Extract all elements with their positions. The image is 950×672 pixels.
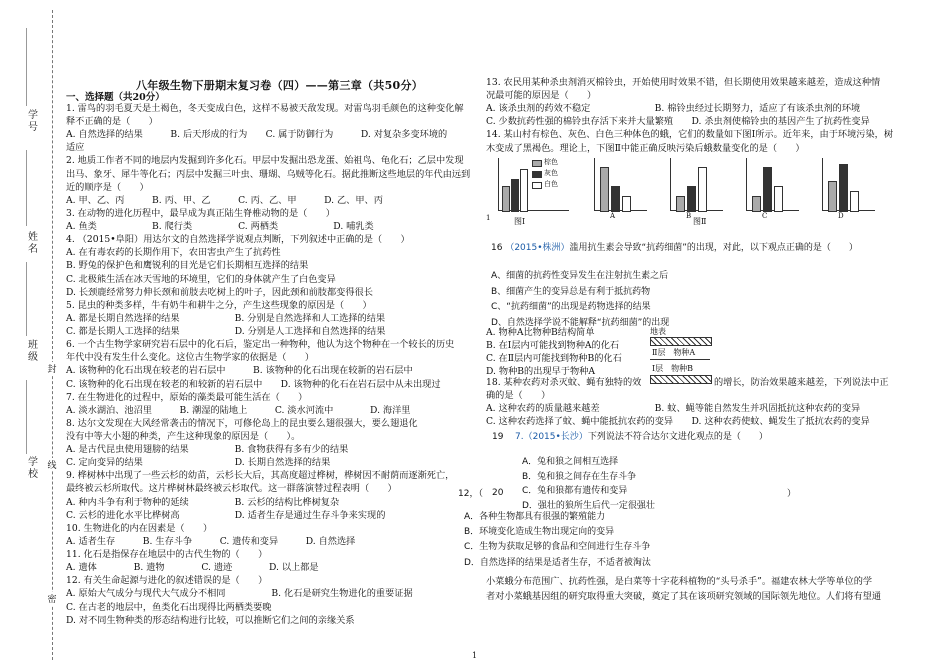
question-line: A. 在有毒农药的长期作用下，农田害虫产生了抗药性 bbox=[66, 247, 281, 259]
q18-tail: 的增长，防治效果越来越差，下列说法中正 bbox=[714, 377, 889, 388]
q17-option: B. 在Ⅰ层内可能找到物种A的化石 bbox=[486, 340, 620, 351]
q16-option: A、细菌的抗药性变异发生在注射抗生素之后 bbox=[491, 271, 669, 281]
q19-text: 下列说法不符合达尔文进化观点的是（ ） bbox=[587, 432, 768, 442]
question-line: A. 种内斗争有利于物种的延续 B. 云杉的结构比桦树复杂 bbox=[66, 496, 340, 508]
legend-label: 白色 bbox=[544, 180, 558, 188]
fig2-option-letter: D bbox=[838, 212, 844, 220]
fig2-bar bbox=[839, 164, 848, 212]
question-line: 12. 有关生命起源与进化的叙述错误的是（ ） bbox=[66, 575, 268, 587]
q16-stem bbox=[491, 240, 858, 253]
fig2-bar bbox=[752, 196, 761, 212]
question-line: 3. 在动物的进化历程中，最早成为真正陆生脊椎动物的是（ ） bbox=[66, 207, 335, 219]
question-line: 出马、象牙、犀牛等化石；丙层中发掘三叶虫、珊瑚、乌贼等化石。据此推断这些地层的年代由远到 bbox=[66, 168, 471, 180]
q19-option: D．强壮的狼所生后代一定很强壮 bbox=[522, 500, 655, 511]
question-line: 年代中没有发生什么变化。这位古生物学家的依据是（ ） bbox=[66, 352, 315, 364]
question-line: 没有中等大小翅的种类，产生这种现象的原因是（ ）。 bbox=[66, 431, 301, 442]
question-line: B. 野兔的保护色和鹰锐利的目光是它们长期相互选择的结果 bbox=[66, 260, 309, 272]
margin-label-class: 班级 bbox=[28, 340, 38, 363]
question-line: 适应 bbox=[66, 142, 85, 154]
q14-figure bbox=[486, 152, 886, 232]
legend-label: 棕色 bbox=[544, 158, 558, 166]
margin-underline-name bbox=[26, 150, 27, 226]
strata-divider bbox=[650, 359, 710, 360]
fig2-bar bbox=[698, 167, 707, 212]
question-line: 13. 农民用某种杀虫剂消灭棉铃虫，开始使用时效果不错，但长期使用效果越来越差，造成这种情 bbox=[486, 77, 881, 88]
question-line: C. 少数抗药性强的棉铃虫存活下来并大量繁殖 D. 杀虫剂使棉铃虫的基因产生了抗药性变异 bbox=[486, 116, 870, 128]
exam-title: 八年级生物下册期末复习卷（四）——第三章（共50分） bbox=[136, 79, 424, 92]
q20-option: C．生物为获取足够的食品和空间进行生存斗争 bbox=[464, 542, 651, 553]
question-line: C. 云杉的进化水平比桦树高 D. 适者生存是通过生存斗争来实现的 bbox=[66, 509, 386, 521]
q19-stem bbox=[515, 429, 768, 442]
question-line: A. 原始大气成分与现代大气成分不相同 B. 化石是研究生物进化的重要证据 bbox=[66, 588, 413, 600]
question-line: A. 遗体 B. 遗物 C. 遗迹 D. 以上都是 bbox=[66, 562, 319, 574]
q16-option: D、自然选择学说不能解释“抗药细菌”的出现 bbox=[491, 317, 670, 328]
question-line: C. 该物种的化石出现在较老的和较新的岩石层中 D. 该物种的化石在岩石层中从未出现过 bbox=[66, 378, 441, 390]
question-line: 8. 达尔文发现在大风经常袭击的情况下，可修伦岛上的昆虫要么翅很强大，要么翅退化 bbox=[66, 417, 418, 429]
margin-underline-id bbox=[26, 28, 27, 106]
question-line: A. 自然选择的结果 B. 后天形成的行为 C. 属于防御行为 D. 对复杂多变环境的 bbox=[66, 129, 448, 141]
binding-dashed-line bbox=[52, 10, 53, 660]
question-line: A. 鱼类 B. 爬行类 C. 两栖类 D. 哺乳类 bbox=[66, 221, 374, 233]
q18-line: 18. 某种农药对杀灭蚊、蝇有独特的效 bbox=[486, 377, 642, 388]
question-line: A. 该杀虫剂的药效不稳定 B. 棉铃虫经过长期努力，适应了有该杀虫剂的环境 bbox=[486, 103, 861, 115]
margin-label-name: 姓名 bbox=[28, 232, 38, 255]
fig1-bar bbox=[520, 169, 528, 212]
margin-underline-school bbox=[26, 380, 27, 454]
q17-option: A. 物种A比物种B结构简单 bbox=[486, 327, 595, 338]
question-line: 近的顺序是（ ） bbox=[66, 181, 149, 193]
fig2-bar bbox=[763, 167, 772, 212]
question-line: 2. 地质工作者不同的地层内发掘到许多化石。甲层中发掘出恐龙蛋、始祖鸟、龟化石；乙层中发现 bbox=[66, 155, 464, 167]
passage-line: 小菜蛾分布范围广、抗药性强，是白菜等十字花科植物的“头号杀手”。福建农林大学等单位的学 bbox=[486, 576, 873, 587]
question-line: 1. 雷鸟的羽毛夏天是土褐色，冬天变成白色，这样不易被天敌发现。对雷鸟羽毛颜色的这种变化解 bbox=[66, 103, 464, 114]
fig2-bar bbox=[850, 191, 859, 212]
question-line: C. 都是长期人工选择的结果 D. 分别是人工选择和自然选择的结果 bbox=[66, 326, 386, 338]
margin-mark-secret: 密 bbox=[46, 592, 58, 605]
question-line: A. 该物种的化石出现在较老的岩石层中 B. 该物种的化石出现在较新的岩石层中 bbox=[66, 365, 413, 377]
q20-option: B．环境变化造成生物出现定向的变异 bbox=[464, 527, 615, 538]
q16-option: B、细菌产生的变异总是有利于抵抗药物 bbox=[491, 286, 651, 297]
q19-option: B．兔和狼之间存在生存斗争 bbox=[522, 471, 637, 482]
question-line: 4. （2015•阜阳）用达尔文的自然选择学说观点判断，下列叙述中正确的是（ ） bbox=[66, 234, 410, 246]
legend-swatch bbox=[532, 160, 542, 167]
strata-surface-hatch bbox=[650, 337, 712, 346]
fig2-option-letter: C bbox=[762, 212, 768, 220]
q17-option: D. 物种B的出现早于物种A bbox=[486, 366, 595, 377]
fig2-bar bbox=[622, 196, 631, 212]
q18-line: A. 这种农药的质量越来越差 B. 蚊、蝇等能自然发生并巩固抵抗这种农药的变异 bbox=[486, 403, 861, 415]
question-line: A. 都是长期自然选择的结果 B. 分别是自然选择和人工选择的结果 bbox=[66, 312, 386, 324]
fig2-bar bbox=[828, 181, 837, 212]
q16-option: C、“抗药细菌”的出现是药物选择的结果 bbox=[491, 302, 651, 312]
question-line: A. 甲、乙、丙 B. 丙、甲、乙 C. 丙、乙、甲 D. 乙、甲、丙 bbox=[66, 194, 383, 206]
question-line: D. 长颈鹿经常努力伸长颈和前肢去吃树上的叶子，因此颈和前肢都变得很长 bbox=[66, 286, 373, 298]
question-line: A. 淡水湖泊、池沼里 B. 潮湿的陆地上 C. 淡水河流中 D. 海洋里 bbox=[66, 404, 411, 416]
q16-source: （2015•株洲） bbox=[505, 243, 570, 253]
q14-caption-fig2: 图Ⅱ bbox=[693, 217, 707, 226]
question-line: A. 是古代昆虫使用翅膀的结果 B. 食物获得有多有少的结果 bbox=[66, 444, 349, 456]
question-line: 释不正确的是（ ） bbox=[66, 116, 158, 128]
margin-label-school: 学校 bbox=[28, 457, 38, 480]
q17-option: C. 在Ⅱ层内可能找到物种B的化石 bbox=[486, 353, 622, 364]
fig2-bar bbox=[600, 167, 609, 212]
fig1-bar bbox=[502, 186, 510, 212]
question-line: 最终被云杉所取代。这片桦树林最终被云杉取代。这一群落演替过程表明（ ） bbox=[66, 483, 397, 495]
q19-number: 19 bbox=[492, 432, 504, 442]
question-line: 10. 生物进化的内在因素是（ ） bbox=[66, 522, 213, 534]
fig2-bar bbox=[687, 186, 696, 212]
strata-layer-1: Ⅰ层 物种B bbox=[652, 364, 694, 373]
question-line: C. 定向变异的结果 D. 长期自然选择的结果 bbox=[66, 457, 331, 469]
q16-text: 滥用抗生素会导致“抗药细菌”的出现，对此，以下观点正确的是（ ） bbox=[569, 243, 858, 253]
question-line: D. 对不同生物种类的形态结构进行比较，可以推断它们之间的亲缘关系 bbox=[66, 614, 355, 626]
q20-option: A．各种生物都具有很强的繁殖能力 bbox=[464, 512, 606, 522]
q14-caption-fig1: 图Ⅰ bbox=[514, 217, 526, 226]
fig2-bar bbox=[676, 196, 685, 212]
legend-swatch bbox=[532, 171, 542, 178]
section-heading: 一、选择题（共20分） bbox=[66, 92, 165, 103]
page-number: 1 bbox=[472, 651, 478, 660]
q18-line: C. 这种农药选择了蚊、蝇中能抵抗农药的变异 D. 这种农药使蚊、蝇发生了抵抗农药的变异 bbox=[486, 416, 870, 428]
question-line: C. 在古老的地层中，鱼类化石出现得比两栖类要晚 bbox=[66, 601, 272, 613]
question-line: 7. 在生物进化的过程中，原始的藻类最可能生活在（ ） bbox=[66, 391, 308, 403]
q14-number: 1 bbox=[486, 214, 491, 222]
q16-number: 16 bbox=[491, 243, 503, 253]
fig2-option-letter: B bbox=[686, 212, 692, 220]
question-line: A. 适者生存 B. 生存斗争 C. 遗传和变异 D. 自然选择 bbox=[66, 535, 356, 547]
question-line: 14. 某山村有棕色、灰色、白色三种体色的蛾，它们的数量如下图Ⅰ所示。近年来，由于环境污染，树 bbox=[486, 129, 894, 141]
fig2-bar bbox=[611, 186, 620, 212]
q20-option: D．自然选择的结果是适者生存，不适者被淘汰 bbox=[464, 557, 651, 568]
strata-layer-2: Ⅱ层 物种A bbox=[652, 348, 696, 357]
margin-mark-line: 线 bbox=[46, 458, 58, 471]
legend-label: 灰色 bbox=[544, 169, 558, 177]
passage-line: 者对小菜蛾基因组的研究取得重大突破，奠定了其在该项研究领域的国际领先地位。人们将有望通 bbox=[486, 590, 882, 602]
q19-side-paren: ） bbox=[787, 489, 797, 499]
strata-bottom-hatch bbox=[650, 375, 712, 384]
q19-option: A．兔和狼之间相互选择 bbox=[522, 457, 619, 467]
q19-side-number-2: 20 bbox=[492, 488, 504, 498]
q19-side-number: 12，（ bbox=[458, 489, 483, 499]
margin-label-student-id: 学号 bbox=[28, 110, 38, 133]
question-line: 况最可能的原因是（ ） bbox=[486, 90, 597, 102]
q19-option: C．兔和狼都有遗传和变异 bbox=[522, 486, 628, 496]
question-line: C. 北极熊生活在冰天雪地的环境里，它们的身体就产生了白色变异 bbox=[66, 273, 336, 285]
legend-swatch bbox=[532, 182, 542, 189]
question-line: 11. 化石是指保存在地层中的古代生物的（ ） bbox=[66, 549, 268, 561]
fig2-bar bbox=[774, 186, 783, 212]
question-line: 6. 一个古生物学家研究岩石层中的化石后，鉴定出一种物种，他认为这个物种在一个较长的历史 bbox=[66, 339, 455, 351]
question-line: 木变成了黑褐色。理论上，下图Ⅱ中能正确反映污染后蛾数量变化的是（ ） bbox=[486, 142, 805, 154]
margin-underline-class bbox=[26, 262, 27, 336]
question-line: 5. 昆虫的种类多样，牛有奶牛和耕牛之分，产生这些现象的原因是（ ） bbox=[66, 299, 372, 311]
margin-mark-seal: 封 bbox=[46, 362, 58, 375]
fig1-bar bbox=[511, 179, 519, 212]
strata-surface-label: 地表 bbox=[650, 327, 666, 336]
fig2-option-letter: A bbox=[610, 212, 616, 220]
question-line: 9. 桦树林中出现了一些云杉的幼苗，云杉长大后，其高度超过桦树，桦树因不耐荫而逐渐死亡， bbox=[66, 470, 455, 482]
q18-line: 确的是（ ） bbox=[486, 390, 551, 402]
q19-source: 7.（2015•长沙） bbox=[515, 432, 588, 442]
